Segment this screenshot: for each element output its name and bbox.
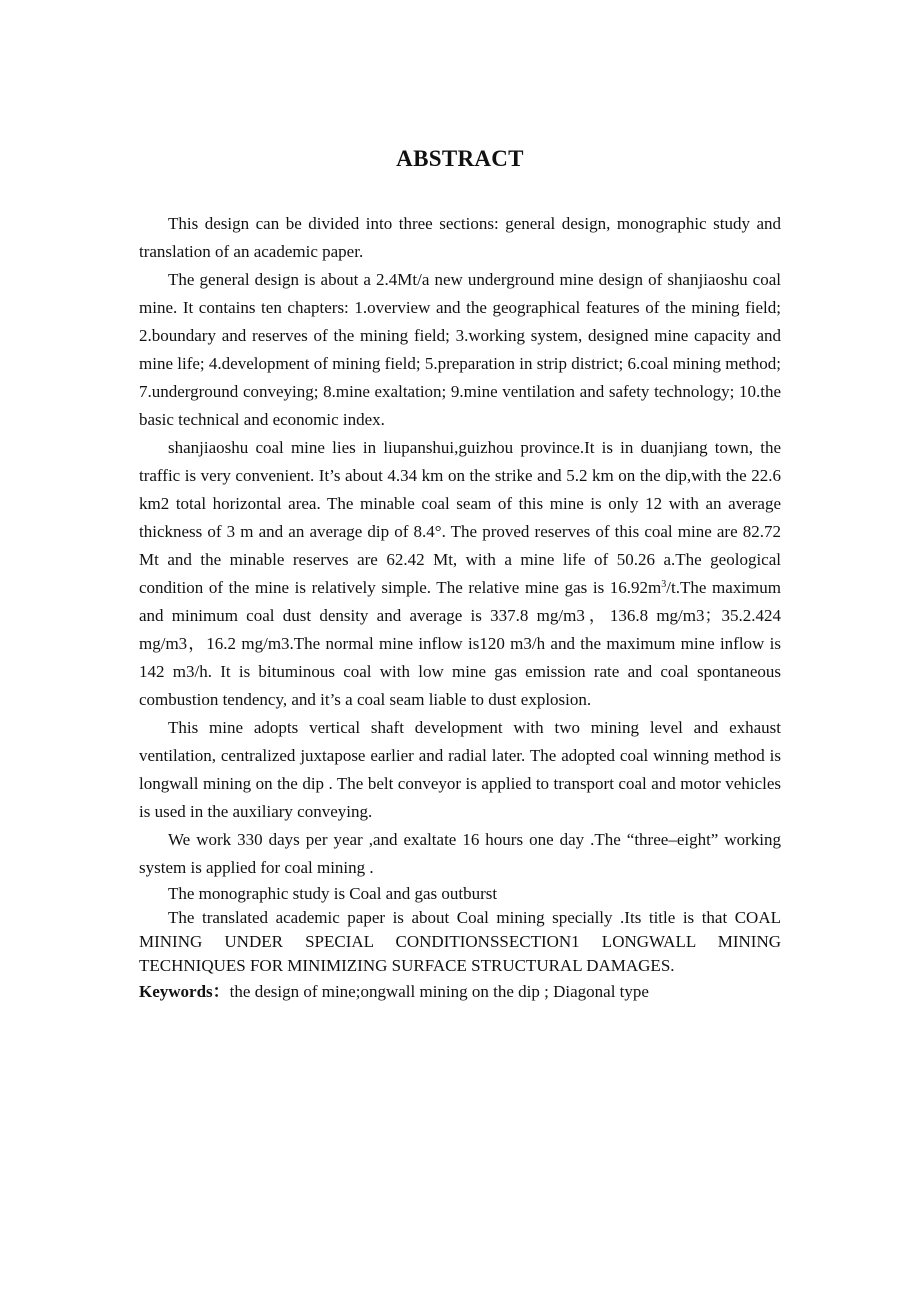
abstract-body [139,210,781,1006]
paragraph-working-system: We work 330 days per year ,and exaltate 16 hours one day .The “three–eight” working system is applied for coal mining . [139,830,781,877]
keywords-line [139,978,781,1006]
paragraph-sections: This design can be divided into three sections: general design, monographic study and translation of an academic paper. [139,214,781,261]
superscript-exponent: 3 [661,579,667,590]
paragraph-translated-paper: The translated academic paper is about Coal mining specially .Its title is that COAL MINING UNDER SPECIAL CONDITIONSSECTION1 LONGWALL MINING TECHNIQUES FOR MINIMIZING SURFACE STRUCTURAL DAMAGES. [139,908,781,975]
paragraph-mine-overview-part2: /t.The maximum and minimum coal dust density and average is 337.8 mg/m3，136.8 mg/m3；35.2.424 mg/m3，16.2 mg/m3.The normal mine inflow is120 m3/h and the maximum mine inflow is 142 m3/h. It is bituminous coal with low mine gas emission rate and coal spontaneous combustion tendency, and it’s a coal seam liable to dust explosion. [139,578,781,709]
keywords-label: Keywords： [139,982,230,1001]
paragraph-general-design: The general design is about a 2.4Mt/a new underground mine design of shanjiaoshu coal mine. It contains ten chapters: 1.overview and the geographical features of the mining field; 2.boundary and reserves of the mining field; 3.working system, designed mine capacity and mine life; 4.development of mining field; 5.preparation in strip district; 6.coal mining method; 7.underground conveying; 8.mine exaltation; 9.mine ventilation and safety technology; 10.the basic technical and economic index. [139,270,781,429]
paragraph-development: This mine adopts vertical shaft development with two mining level and exhaust ventilation, centralized juxtapose earlier and radial later. The adopted coal winning method is longwall mining on the dip . The belt conveyor is applied to transport coal and motor vehicles is used in the auxiliary conveying. [139,718,781,821]
abstract-heading: ABSTRACT [396,146,524,171]
paragraph-mine-overview [139,434,781,714]
paragraph-monographic-study: The monographic study is Coal and gas outburst [168,884,498,903]
paragraph-mine-overview-part1: shanjiaoshu coal mine lies in liupanshui,guizhou province.It is in duanjiang town, the traffic is very convenient. It’s about 4.34 km on the strike and 5.2 km on the dip,with the 22.6 km2 total horizontal area. The minable coal seam of this mine is only 12 with an average thickness of 3 m and an average dip of 8.4°. The proved reserves of this coal mine are 82.72 Mt and the minable reserves are 62.42 Mt, with a mine life of 50.26 a.The geological condition of the mine is relatively simple. The relative mine gas is 16.92m [139,438,781,597]
keywords-text: the design of mine;ongwall mining on the dip ; Diagonal type [229,982,649,1001]
